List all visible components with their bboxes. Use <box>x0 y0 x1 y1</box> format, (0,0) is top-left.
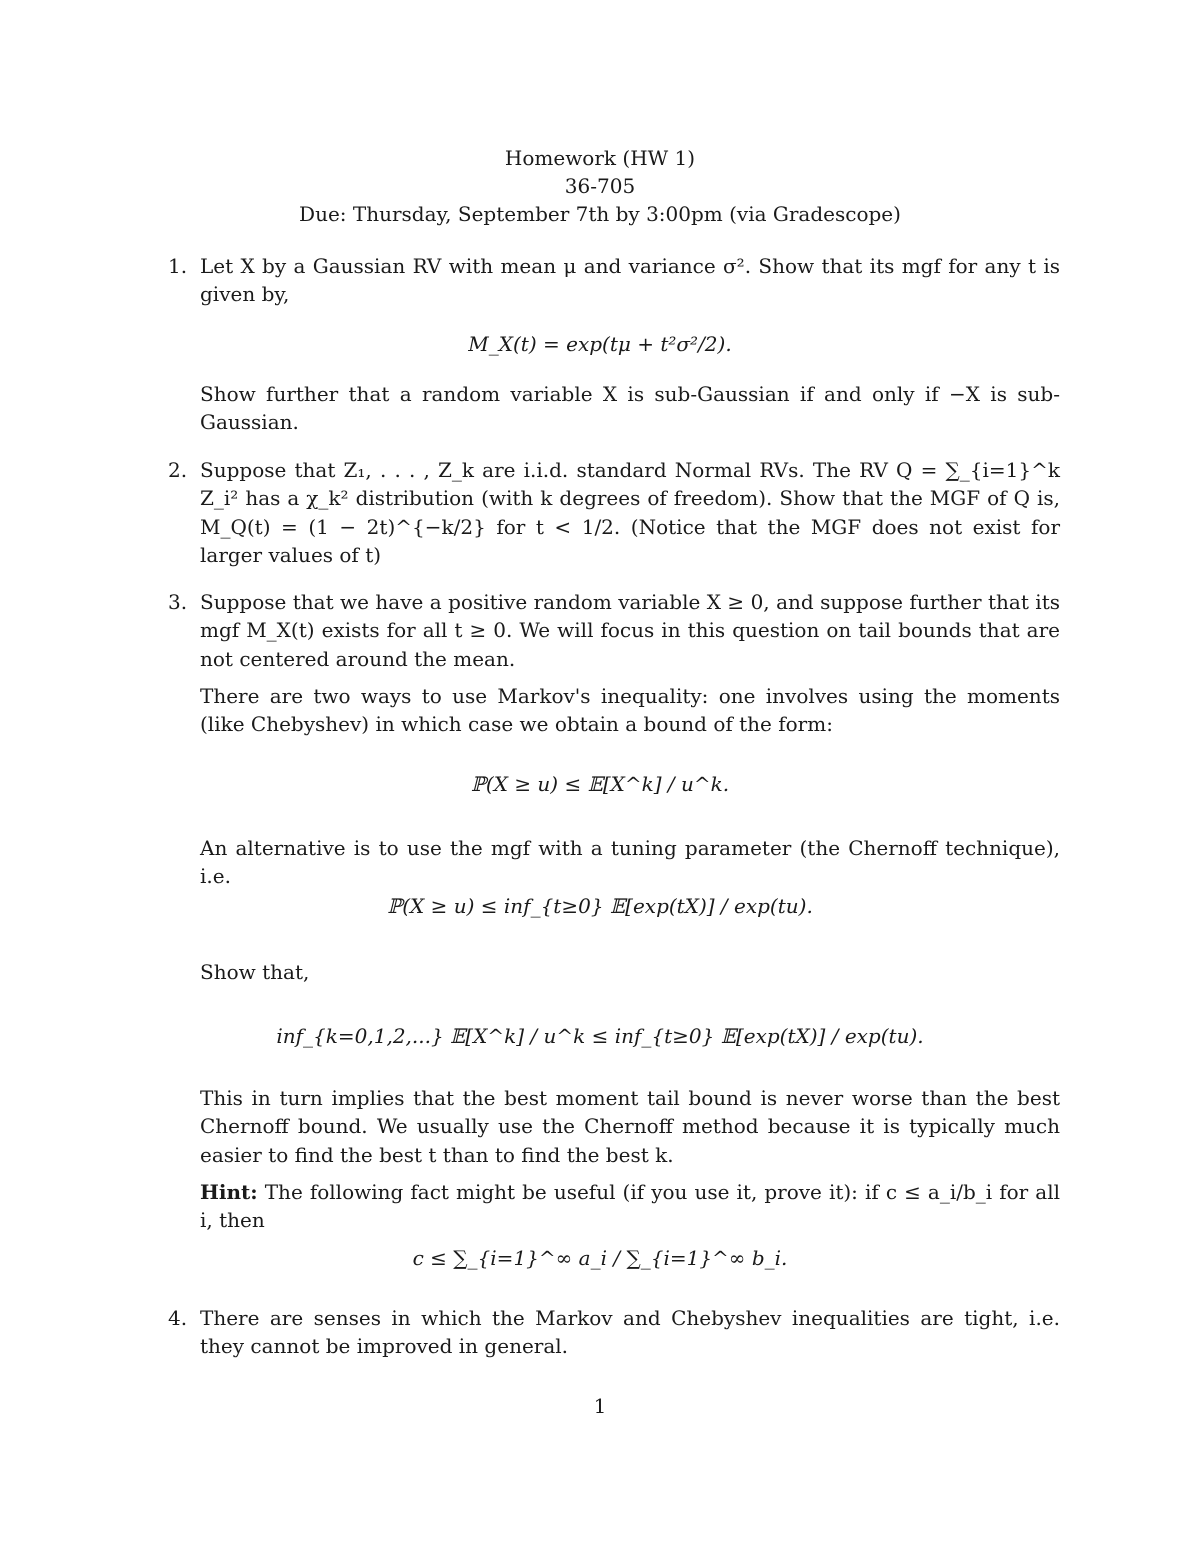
hint-label: Hint: <box>200 1180 258 1204</box>
problem-1-equation: M_X(t) = exp(tμ + t²σ²/2). <box>468 332 732 356</box>
problem-4-number: 4. <box>168 1306 188 1330</box>
problem-2-statement: Suppose that Z₁, . . . , Z_k are i.i.d. standard Normal RVs. The RV Q = ∑_{i=1}^k Z_i² has a χ_k² distribution (with k degrees of freedom). Show that the MGF of Q is, M_Q(t) = (1 − 2t)^{−k/2} for t < 1/2. (Notice that the MGF does not exist for larger values of t) <box>200 458 1060 568</box>
problem-1-statement: Let X by a Gaussian RV with mean μ and variance σ². Show that its mgf for any t is given by, <box>200 254 1060 307</box>
problem-3-inequality: inf_{k=0,1,2,...} 𝔼[X^k] / u^k ≤ inf_{t≥0} 𝔼[exp(tX)] / exp(tu). <box>276 1024 924 1048</box>
problem-3-implication: This in turn implies that the best moment tail bound is never worse than the best Chernoff bound. We usually use the Chernoff method because it is typically much easier to find the best t than to find the best k. <box>200 1086 1060 1167</box>
problem-3-markov-intro: There are two ways to use Markov's inequality: one involves using the moments (like Chebyshev) in which case we obtain a bound of the form: <box>200 684 1060 737</box>
problem-3-number: 3. <box>168 590 188 614</box>
course-number: 36-705 <box>564 174 636 198</box>
problem-2-number: 2. <box>168 458 188 482</box>
problem-3-chernoff-intro: An alternative is to use the mgf with a tuning parameter (the Chernoff technique), i.e. <box>200 836 1060 889</box>
problem-1-followup: Show further that a random variable X is sub-Gaussian if and only if −X is sub-Gaussian. <box>200 382 1060 435</box>
problem-1-number: 1. <box>168 254 188 278</box>
problem-3-chernoff-bound: ℙ(X ≥ u) ≤ inf_{t≥0} 𝔼[exp(tX)] / exp(tu). <box>387 894 813 918</box>
due-date: Due: Thursday, September 7th by 3:00pm (via Gradescope) <box>299 202 901 226</box>
problem-3-hint <box>200 1178 1060 1235</box>
page-number: 1 <box>593 1394 607 1418</box>
problem-3-statement: Suppose that we have a positive random variable X ≥ 0, and suppose further that its mgf M_X(t) exists for all t ≥ 0. We will focus in this question on tail bounds that are not centered around the mean. <box>200 590 1060 671</box>
hint-text: The following fact might be useful (if you use it, prove it): if c ≤ a_i/b_i for all i, then <box>200 1180 1060 1233</box>
problem-4-statement: There are senses in which the Markov and Chebyshev inequalities are tight, i.e. they cannot be improved in general. <box>200 1306 1060 1359</box>
problem-3-show-that: Show that, <box>200 960 310 984</box>
homework-title: Homework (HW 1) <box>504 146 696 170</box>
problem-3-hint-equation: c ≤ ∑_{i=1}^∞ a_i / ∑_{i=1}^∞ b_i. <box>412 1246 788 1270</box>
problem-3-moment-bound: ℙ(X ≥ u) ≤ 𝔼[X^k] / u^k. <box>470 772 730 796</box>
